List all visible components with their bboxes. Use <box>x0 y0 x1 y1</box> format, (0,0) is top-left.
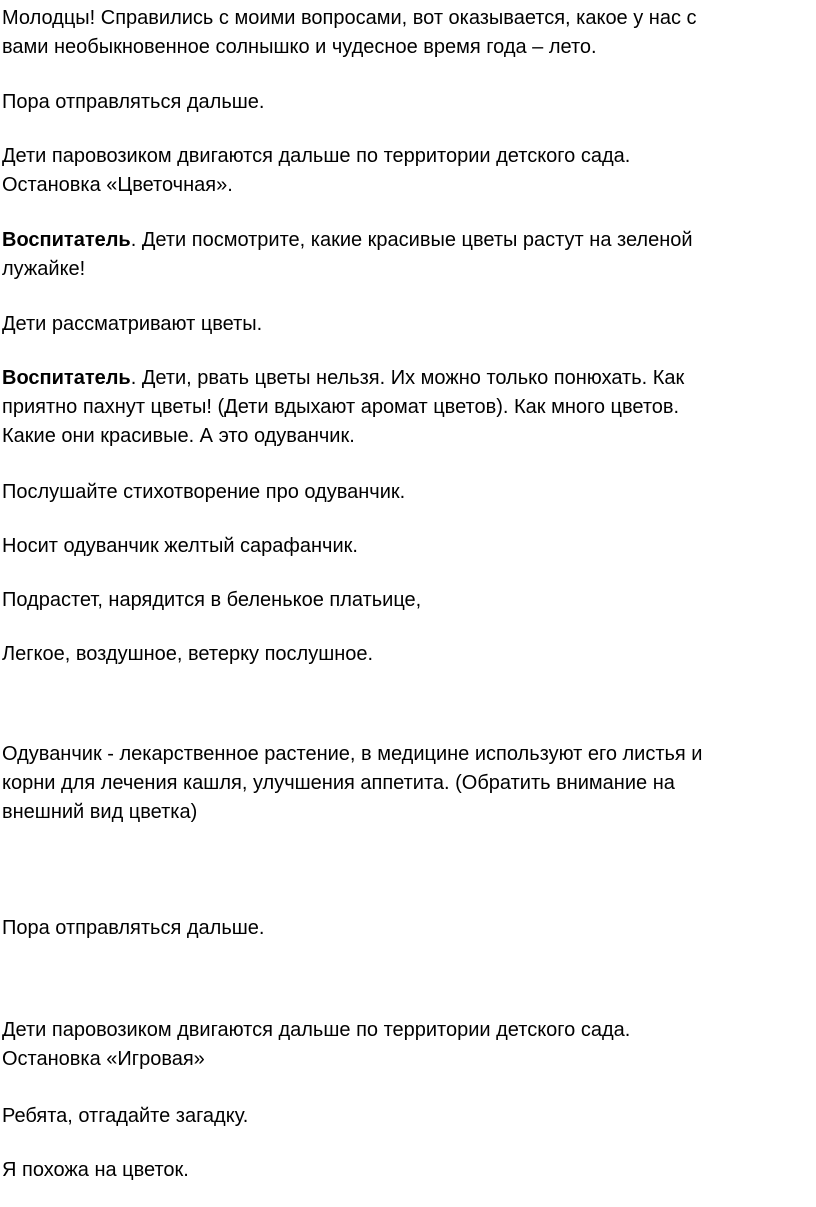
paragraph-teacher-smell <box>2 364 797 451</box>
text-line: внешний вид цветка) <box>2 801 198 823</box>
text-line: . Дети посмотрите, какие красивые цветы растут на зеленой <box>130 229 693 251</box>
paragraph-riddle <box>2 1102 797 1131</box>
text-line: Пора отправляться дальше. <box>2 917 265 939</box>
text-line: Дети рассматривают цветы. <box>2 313 263 335</box>
paragraph-riddle-line <box>2 1156 797 1185</box>
text-line: корни для лечения кашля, улучшения аппетита. (Обратить внимание на <box>2 772 675 794</box>
text-line: Носит одуванчик желтый сарафанчик. <box>2 535 358 557</box>
poem-line-3 <box>2 640 797 669</box>
text-line: Подрастет, нарядится в беленькое платьице, <box>2 589 422 611</box>
text-line: Какие они красивые. А это одуванчик. <box>2 425 355 447</box>
paragraph-time-to-go-2 <box>2 914 797 943</box>
text-line: приятно пахнут цветы! (Дети вдыхают аромат цветов). Как много цветов. <box>2 396 680 418</box>
paragraph-stop-flower <box>2 142 797 200</box>
text-line: . Дети, рвать цветы нельзя. Их можно только понюхать. Как <box>130 367 685 389</box>
text-line: Остановка «Игровая» <box>2 1048 205 1070</box>
paragraph-dandelion-medicine <box>2 740 797 827</box>
paragraph-praise <box>2 4 797 62</box>
text-line: Пора отправляться дальше. <box>2 91 265 113</box>
text-line: Остановка «Цветочная». <box>2 174 233 196</box>
text-line: Легкое, воздушное, ветерку послушное. <box>2 643 374 665</box>
poem-line-2 <box>2 586 797 615</box>
text-line: Одуванчик - лекарственное растение, в медицине используют его листья и <box>2 743 703 765</box>
text-line: Ребята, отгадайте загадку. <box>2 1105 249 1127</box>
speaker-label: Воспитатель <box>2 229 131 251</box>
paragraph-listen-poem <box>2 478 797 507</box>
paragraph-time-to-go <box>2 88 797 117</box>
paragraph-teacher-flowers <box>2 226 797 284</box>
text-line: Молодцы! Справились с моими вопросами, вот оказывается, какое у нас с <box>2 7 697 29</box>
speaker-label: Воспитатель <box>2 367 131 389</box>
text-line: Дети паровозиком двигаются дальше по территории детского сада. <box>2 1019 631 1041</box>
text-line: лужайке! <box>2 258 86 280</box>
paragraph-stop-games <box>2 1016 797 1074</box>
paragraph-children-look <box>2 310 797 339</box>
poem-line-1 <box>2 532 797 561</box>
text-line: вами необыкновенное солнышко и чудесное время года – лето. <box>2 36 597 58</box>
text-line: Послушайте стихотворение про одуванчик. <box>2 481 406 503</box>
text-line: Дети паровозиком двигаются дальше по территории детского сада. <box>2 145 631 167</box>
text-line: Я похожа на цветок. <box>2 1159 189 1181</box>
